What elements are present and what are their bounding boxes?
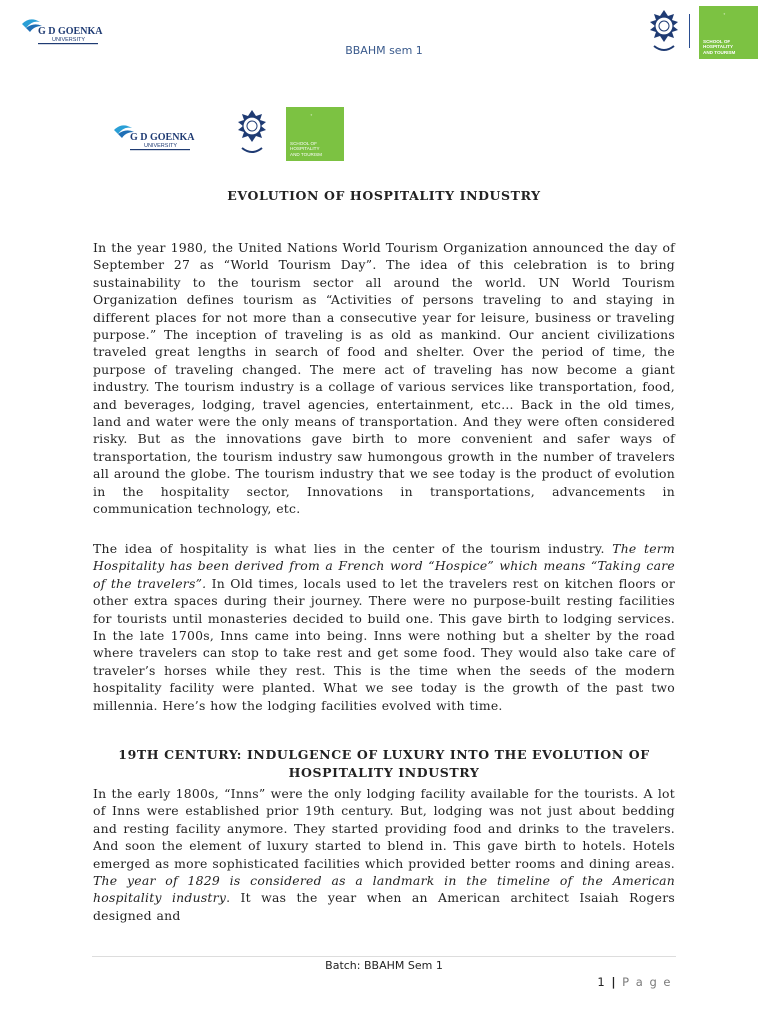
paragraph-2-end: In Old times, locals used to let the travelers rest on kitchen floors or other extra spaces during their journey. There were no purpose-built resting facilities for tourists until monasteries decided to build one. This gave birth to lodging services. In the late 1700s, Inns came into being. Inns were nothing but a shelter by the road where travelers can stop to take rest and get some food. They would also take care of traveler’s horses while they rest. This is the time when the seeds of the modern hospitality facility were planted. What we see today is the growth of the past two millennia. Here’s how the lodging facilities evolved with time. <box>93 575 675 713</box>
paragraph-3-italic: The year of 1829 is considered as a landmark in the timeline of the American hospitality industry <box>93 873 675 906</box>
paragraph-2-start: The idea of hospitality is what lies in the center of the tourism industry. <box>93 541 613 556</box>
document-title: EVOLUTION OF HOSPITALITY INDUSTRY <box>227 188 541 203</box>
school-badge-header-mark: ✦ <box>723 12 726 16</box>
school-badge-header-text: SCHOOL OF HOSPITALITY AND TOURISM <box>703 38 736 55</box>
paragraph-2 <box>93 540 675 714</box>
school-badge-body-mark: ✦ <box>310 113 313 117</box>
footer-batch: Batch: BBAHM Sem 1 <box>325 959 443 972</box>
crest-icon-body <box>234 108 270 158</box>
header-logo-name: G D GOENKA <box>38 26 103 37</box>
section-heading-19th-century: 19TH CENTURY: INDULGENCE OF LUXURY INTO THE EVOLUTION OF HOSPITALITY INDUSTRY <box>118 747 650 780</box>
body-logo-sub: UNIVERSITY <box>144 143 178 149</box>
page-separator: | <box>611 975 618 989</box>
header-course-text: BBAHM sem 1 <box>345 44 423 57</box>
paragraph-1: In the year 1980, the United Nations World Tourism Organization announced the day of September 27 as “World Tourism Day”. The idea of this celebration is to bring sustainability to the tourism sector all around the world. UN World Tourism Organization defines tourism as “Activities of persons traveling to and staying in different places for not more than a consecutive year for leisure, business or traveling purpose.” The inception of traveling is as old as mankind. Our ancient civilizations traveled great lengths in search of food and shelter. Over the period of time, the purpose of traveling changed. The mere act of traveling has now become a giant industry. The tourism industry is a collage of various services like transportation, food, and beverages, lodging, travel agencies, entertainment, etc… Back in the old times, land and water were the only means of transportation. And they were often considered risky. But as the innovations gave birth to more convenient and safer ways of transportation, the tourism industry saw humongous growth in the number of travelers all around the globe. The tourism industry that we see today is the product of evolution in the hospitality sector, Innovations in transportations, advancements in communication technology, etc. <box>93 240 675 517</box>
paragraph-3 <box>93 785 675 924</box>
gd-goenka-logo-body <box>108 120 198 154</box>
school-badge-body <box>286 107 344 161</box>
paragraph-3-start: In the early 1800s, “Inns” were the only lodging facility available for the tourists. A lot of Inns were established prior 19th century. But, lodging was not just about bedding and resting facility anymore. They started providing food and drinks to the travelers. And soon the element of luxury started to blend in. This gave birth to hotels. Hotels emerged as more sophisticated facilities which provided better rooms and dining areas. <box>93 786 675 871</box>
gd-goenka-logo-header <box>16 14 106 48</box>
header-divider <box>689 14 690 48</box>
school-badge-header <box>699 6 758 59</box>
footer-page-number <box>597 975 672 989</box>
paragraph-3-end: . It was the year when an American architect Isaiah Rogers designed and <box>93 890 675 923</box>
paragraph-2-italic: The term Hospitality has been derived from a French word “Hospice” which means “Taking care of the travelers”. <box>93 541 675 591</box>
header-logo-sub: UNIVERSITY <box>52 37 86 43</box>
body-logo-name: G D GOENKA <box>130 132 195 143</box>
footer-divider <box>92 956 676 957</box>
school-badge-body-text: SCHOOL OF HOSPITALITY AND TOURISM <box>290 140 322 157</box>
page-word: P a g e <box>622 975 672 989</box>
crest-icon-header <box>646 8 682 56</box>
page-number: 1 <box>597 975 607 989</box>
